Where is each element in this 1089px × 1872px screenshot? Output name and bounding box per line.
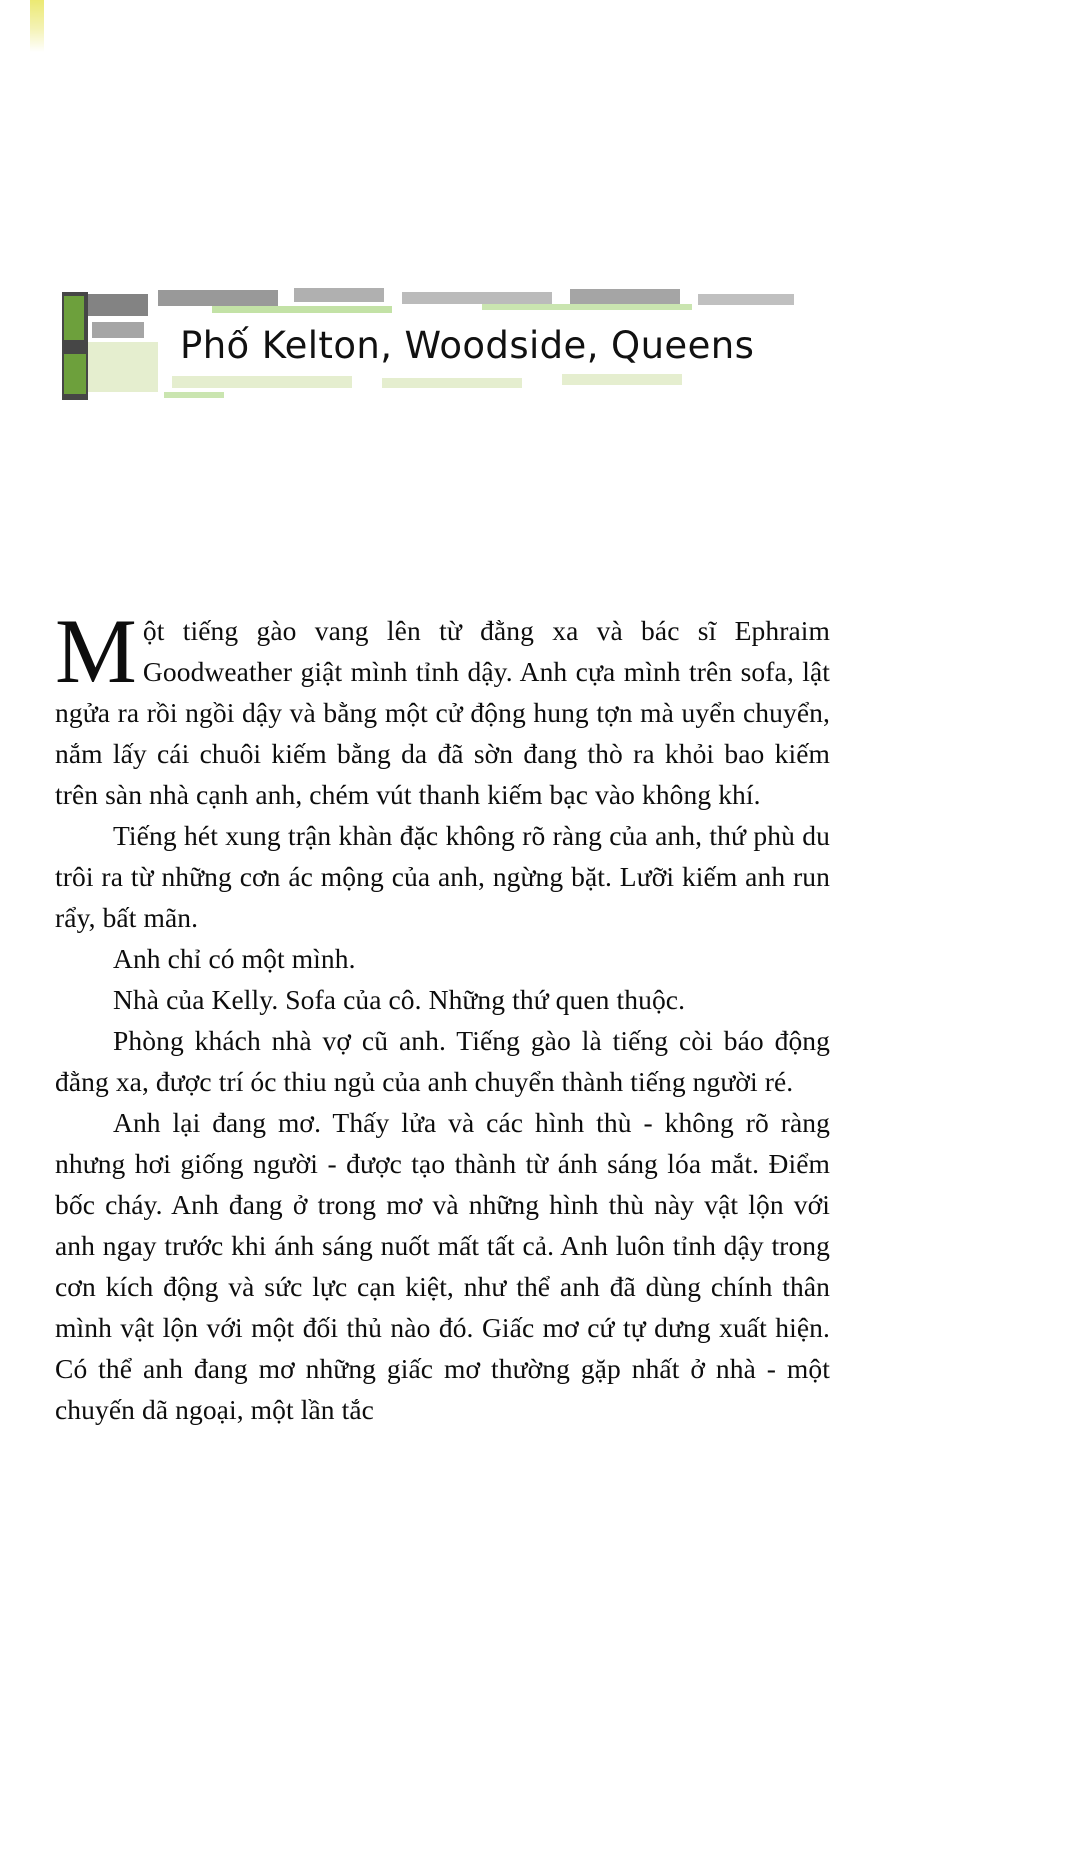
paragraph-2: Tiếng hét xung trận khàn đặc không rõ ràng của anh, thứ phù du trôi ra từ những cơn ác mộng của anh, ngừng bặt. Lưỡi kiếm anh run rẩy, bất mãn. [55, 820, 830, 933]
paragraph-6: Anh lại đang mơ. Thấy lửa và các hình thù - không rõ ràng nhưng hơi giống người - được tạo thành từ ánh sáng lóa mắt. Điểm bốc cháy. Anh đang ở trong mơ và những hình thù này vật lộn với anh ngay trước khi ánh sáng nuốt mất tất cả. Anh luôn tỉnh dậy trong cơn kích động và sức lực cạn kiệt, như thể anh đã dùng chính thân mình vật lộn với một đối thủ nào đó. Giấc mơ cứ tự dưng xuất hiện. Có thể anh đang mơ những giấc mơ thường gặp nhất ở nhà - một chuyến dã ngoại, một lần tắc [55, 1107, 830, 1425]
page-edge-mark [30, 0, 44, 52]
chapter-heading [62, 280, 882, 445]
body-text [55, 600, 830, 1430]
drop-cap: M [55, 600, 137, 702]
paragraph-3: Anh chỉ có một mình. [113, 943, 356, 974]
chapter-title: Phố Kelton, Woodside, Queens [180, 324, 755, 367]
paragraph-4: Nhà của Kelly. Sofa của cô. Những thứ quen thuộc. [113, 984, 686, 1015]
paragraph-5: Phòng khách nhà vợ cũ anh. Tiếng gào là tiếng còi báo động đằng xa, được trí óc thiu ngủ của anh chuyển thành tiếng người ré. [55, 1025, 830, 1097]
paragraph-1-text: ột tiếng gào vang lên từ đằng xa và bác sĩ Ephraim Goodweather giật mình tỉnh dậy. Anh cựa mình trên sofa, lật ngửa ra rồi ngồi dậy và bằng một cử động hung tợn mà uyển chuyển, nắm lấy cái chuôi kiếm bằng da đã sờn đang thò ra khỏi bao kiếm trên sàn nhà cạnh anh, chém vút thanh kiếm bạc vào không khí. [55, 615, 830, 810]
paragraph-1 [55, 600, 830, 815]
